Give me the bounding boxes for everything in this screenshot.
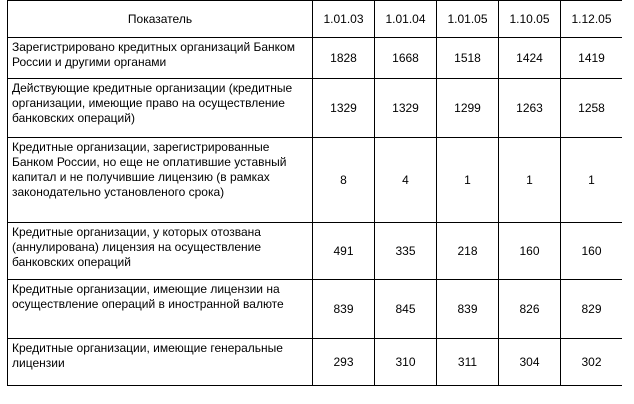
row-value: 491 bbox=[313, 223, 375, 280]
row-value: 311 bbox=[437, 339, 499, 386]
table-row bbox=[8, 138, 623, 223]
row-value: 826 bbox=[499, 280, 561, 339]
row-value: 839 bbox=[437, 280, 499, 339]
header-date-3: 1.01.05 bbox=[437, 1, 499, 38]
row-value: 1 bbox=[499, 138, 561, 223]
row-label: Кредитные организации, имеющие лицензии на осуществление операций в иностранной валюте bbox=[8, 280, 313, 339]
row-value: 829 bbox=[561, 280, 623, 339]
row-value: 1258 bbox=[561, 79, 623, 138]
credit-organizations-table-frame bbox=[7, 0, 622, 394]
row-value: 304 bbox=[499, 339, 561, 386]
row-label: Кредитные организации, у которых отозвана (аннулирована) лицензия на осуществление банковских операций bbox=[8, 223, 313, 280]
row-value: 160 bbox=[499, 223, 561, 280]
row-value: 310 bbox=[375, 339, 437, 386]
row-value: 1828 bbox=[313, 38, 375, 79]
header-date-4: 1.10.05 bbox=[499, 1, 561, 38]
row-value: 1 bbox=[437, 138, 499, 223]
table-row bbox=[8, 38, 623, 79]
header-date-5: 1.12.05 bbox=[561, 1, 623, 38]
row-value: 8 bbox=[313, 138, 375, 223]
credit-organizations-table bbox=[7, 0, 622, 386]
table-row bbox=[8, 280, 623, 339]
row-value: 218 bbox=[437, 223, 499, 280]
table-row bbox=[8, 79, 623, 138]
header-row bbox=[8, 1, 623, 38]
row-value: 1329 bbox=[375, 79, 437, 138]
row-value: 845 bbox=[375, 280, 437, 339]
row-value: 4 bbox=[375, 138, 437, 223]
row-label: Кредитные организации, имеющие генеральные лицензии bbox=[8, 339, 313, 386]
row-value: 1263 bbox=[499, 79, 561, 138]
row-value: 302 bbox=[561, 339, 623, 386]
row-value: 1419 bbox=[561, 38, 623, 79]
table-row bbox=[8, 339, 623, 386]
row-label: Зарегистрировано кредитных организаций Банком России и другими органами bbox=[8, 38, 313, 79]
header-indicator: Показатель bbox=[8, 1, 313, 38]
row-value: 1 bbox=[561, 138, 623, 223]
row-value: 335 bbox=[375, 223, 437, 280]
header-date-2: 1.01.04 bbox=[375, 1, 437, 38]
row-value: 1668 bbox=[375, 38, 437, 79]
row-label: Действующие кредитные организации (кредитные организации, имеющие право на осуществление банковских операций) bbox=[8, 79, 313, 138]
row-value: 1329 bbox=[313, 79, 375, 138]
row-value: 293 bbox=[313, 339, 375, 386]
row-value: 839 bbox=[313, 280, 375, 339]
table-row bbox=[8, 223, 623, 280]
row-value: 1299 bbox=[437, 79, 499, 138]
row-value: 160 bbox=[561, 223, 623, 280]
row-value: 1424 bbox=[499, 38, 561, 79]
header-date-1: 1.01.03 bbox=[313, 1, 375, 38]
row-label: Кредитные организации, зарегистрированные Банком России, но еще не оплатившие уставный капитал и не получившие лицензию (в рамках законодательно установленого срока) bbox=[8, 138, 313, 223]
row-value: 1518 bbox=[437, 38, 499, 79]
